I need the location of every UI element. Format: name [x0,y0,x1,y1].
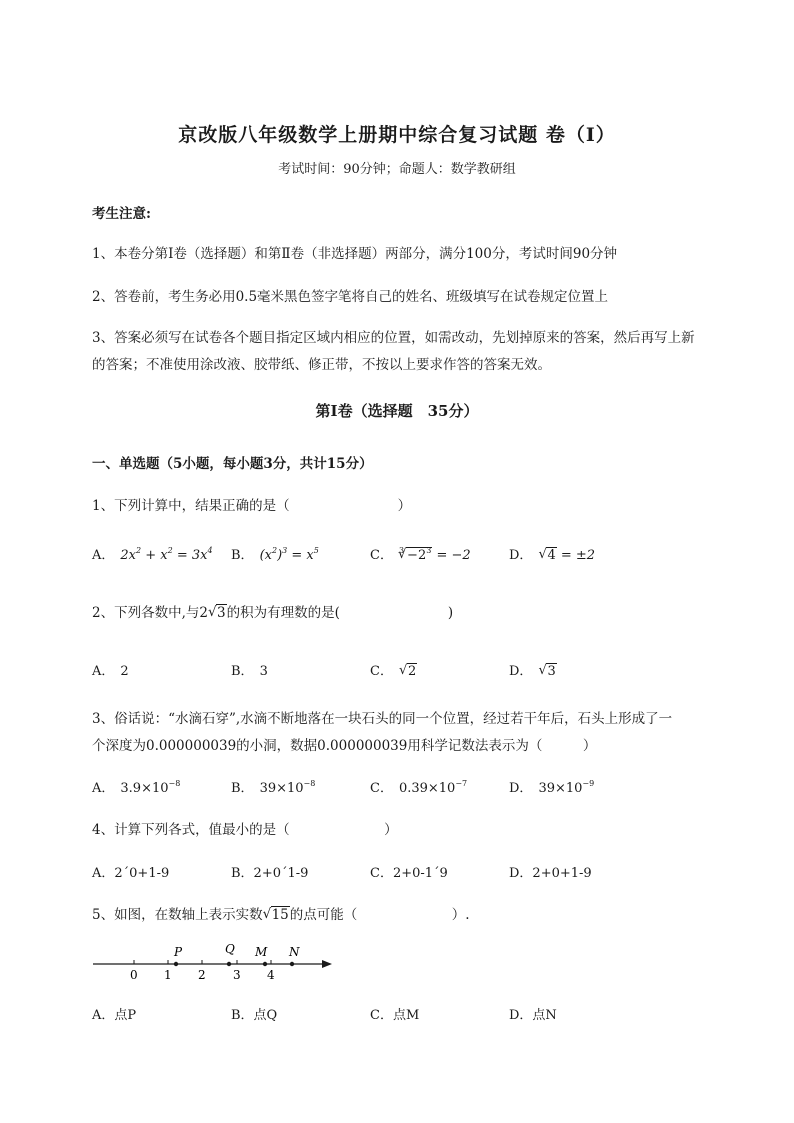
q2-option-b [231,660,268,679]
tick-label-0: 0 [130,968,138,982]
q1-option-b-label: B． [231,548,254,563]
q1-option-d-formula: √ 4 = ±2 [538,548,595,563]
point-n-label: N [289,945,300,959]
q3-option-a [92,777,180,796]
q2-option-d-radicand: 3 [547,664,556,679]
point-m-label: M [255,945,268,959]
q1-option-a [92,544,213,563]
q5-stem [92,903,470,923]
q1-stem: 1、下列计算中，结果正确的是（ ） [92,498,412,514]
q5-stem-pre: 5、如图，在数轴上表示实数 [92,907,263,923]
q1-option-b-formula: $(x^2)^3 = x^5$ [259,546,319,563]
q1-option-d-label: D． [509,548,533,563]
q5-option-c: C．点M [370,1008,420,1023]
q3-option-c [370,777,467,796]
q3-option-b-label: B． [231,781,254,796]
q2-option-d [509,660,557,679]
q3-option-a-label: A． [92,781,115,796]
section-title: 第I卷（选择题 35分） [315,402,479,420]
q2-stem [92,601,453,621]
q3-option-d-base: 39×10 [538,781,583,796]
tick-label-2: 2 [198,968,206,982]
point-q-dot [227,962,231,966]
q2-option-c-label: C． [370,664,393,679]
q3-option-b-base: 39×10 [259,781,304,796]
q1-option-a-label: A． [92,548,115,563]
q5-option-a: A．点P [92,1008,137,1023]
point-m-dot [263,962,267,966]
q3-option-c-base: 0.39×10 [398,781,456,796]
q4-option-d: D．2+0+1-9 [509,866,592,881]
q2-option-d-label: D． [509,664,533,679]
part1-heading: 一、单选题（5小题，每小题3分，共计15分） [92,456,373,472]
q2-option-a [92,660,129,679]
q5-stem-radicand: 15 [271,907,289,923]
exam-title: 京改版八年级数学上册期中综合复习试题 卷（Ⅰ） [178,124,616,146]
q3-option-d [509,777,594,796]
q1-option-c [370,544,471,563]
tick-label-3: 3 [233,968,241,982]
q4-option-b: B．2+0´1-9 [231,866,309,881]
q3-stem-line1: 3、俗话说：“水滴石穿”,水滴不断地落在一块石头的同一个位置，经过若干年后，石头上形成了一 [92,711,673,727]
q3-option-b-exp: −8 [303,779,316,788]
q4-option-a: A．2´0+1-9 [92,866,170,881]
q5-option-b: B．点Q [231,1008,278,1023]
notice-item-2: 2、答卷前，考生务必用0.5毫米黑色签字笔将自己的姓名、班级填写在试卷规定位置上 [92,289,609,305]
point-n-dot [290,962,294,966]
point-p-dot [174,962,178,966]
q1-option-b [231,544,319,563]
q2-stem-pre: 2、下列各数中,与2 [92,605,208,621]
q2-option-a-label: A． [92,664,115,679]
exam-subtitle: 考试时间：90分钟；命题人：数学教研组 [278,162,516,177]
tick-label-1: 1 [164,968,172,982]
q3-option-a-base: 3.9×10 [120,781,169,796]
notice-item-3: 3、答案必须写在试卷各个题目指定区域内相应的位置，如需改动，先划掉原来的答案，然后再写上新 [92,330,695,346]
q3-option-d-label: D． [509,781,533,796]
q2-stem-radicand: 3 [216,605,226,621]
q5-option-d: D．点N [509,1008,557,1023]
q1-option-c-formula: $^3√ -2^3 = -2$ [399,548,471,563]
q4-option-c: C．2+0-1´9 [370,866,448,881]
notice-item-1: 1、本卷分第I卷（选择题）和第Ⅱ卷（非选择题）两部分，满分100分，考试时间90分钟 [92,246,618,262]
q1-option-c-label: C． [370,548,393,563]
q5-stem-post: 的点可能（ ）. [289,907,470,923]
q3-stem-line2: 个深度为0.000000039的小洞，数据0.000000039用科学记数法表示为（ ） [92,738,597,754]
point-q-label: Q [225,942,235,956]
q3-option-d-exp: −9 [582,779,595,788]
q1-option-a-formula: $2x^2 + x^2 = 3x^4$ [120,546,213,563]
notice-heading: 考生注意: [92,206,151,222]
q2-option-b-value: 3 [259,664,268,679]
q3-option-c-exp: −7 [455,779,468,788]
q1-option-d [509,544,595,563]
q3-option-b [231,777,315,796]
q2-stem-post: 的积为有理数的是( ) [226,605,454,621]
q2-option-c-radicand: 2 [407,664,417,679]
point-p-label: P [174,945,183,959]
q3-option-a-exp: −8 [168,779,181,788]
q2-option-b-label: B． [231,664,254,679]
number-line-arrow [322,960,332,968]
q3-option-c-label: C． [370,781,393,796]
notice-item-3-cont: 的答案；不准使用涂改液、胶带纸、修正带，不按以上要求作答的答案无效。 [92,357,551,373]
q2-option-a-value: 2 [120,664,129,679]
q2-option-c [370,660,417,679]
q4-stem: 4、计算下列各式，值最小的是（ ） [92,822,398,838]
number-line-figure [90,940,340,985]
tick-label-4: 4 [267,968,275,982]
